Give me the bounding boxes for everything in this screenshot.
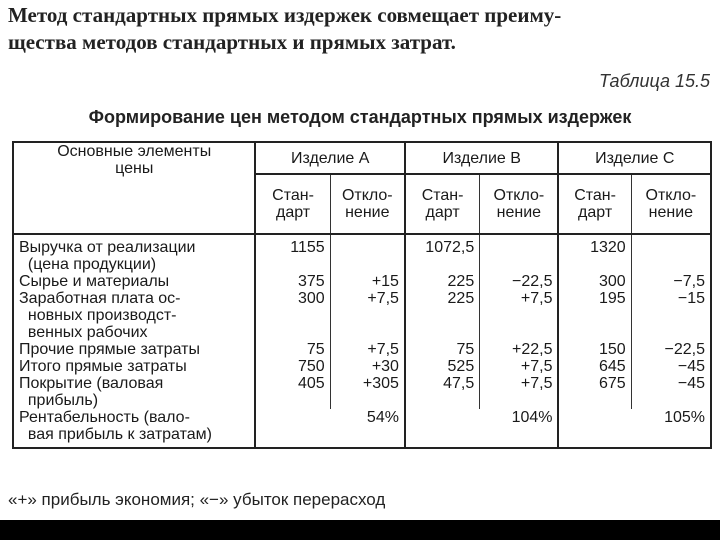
value-cell: 150 (558, 341, 631, 358)
profitability-a: 54% (255, 409, 405, 448)
row-label: Сырье и материалы (13, 273, 255, 290)
value-cell: 375 (255, 273, 330, 290)
value-cell: 1320 (558, 234, 631, 273)
standard-header-a: Стан- дарт (255, 174, 330, 234)
value-cell (480, 234, 559, 273)
row-label: Покрытие (валовая прибыль) (13, 375, 255, 409)
elements-header-line-1: Основные элементы (57, 143, 212, 160)
value-cell: 195 (558, 290, 631, 341)
row-label: Прочие прямые затраты (13, 341, 255, 358)
table-title: Формирование цен методом стандартных прямых издержек (88, 107, 632, 127)
intro-line-2: щества методов стандартных и прямых затрат. (8, 30, 456, 54)
value-cell: 75 (255, 341, 330, 358)
profitability-b: 104% (405, 409, 559, 448)
value-cell: +7,5 (480, 358, 559, 375)
table-row (13, 234, 711, 273)
value-cell: 750 (255, 358, 330, 375)
value-cell: −45 (677, 375, 705, 392)
value-cell: 75 (405, 341, 480, 358)
value-cell: +30 (330, 358, 405, 375)
elements-header-line-2: цены (115, 160, 154, 177)
product-b-header: Изделие B (405, 142, 559, 174)
value-cell: +22,5 (480, 341, 559, 358)
value-cell: −22,5 (664, 341, 705, 358)
bottom-bar (0, 520, 720, 540)
elements-header (13, 142, 255, 234)
standard-header-c: Стан- дарт (558, 174, 631, 234)
profitability-row (13, 409, 711, 448)
value-cell: 47,5 (405, 375, 480, 409)
deviation-header-c: Откло- нение (631, 174, 711, 234)
table-row (13, 358, 711, 375)
value-cell: 525 (405, 358, 480, 375)
value-cell: −45 (677, 358, 705, 375)
row-label: Выручка от реализации (цена продукции) (13, 234, 255, 273)
value-cell (631, 234, 711, 273)
intro-line-1: Метод стандартных прямых издержек совмещает преиму- (8, 3, 562, 27)
value-cell: 300 (558, 273, 631, 290)
table-row (13, 273, 711, 290)
value-cell: +7,5 (330, 341, 405, 358)
table-row (13, 290, 711, 341)
value-cell: +7,5 (330, 290, 405, 341)
value-cell: −15 (677, 290, 705, 307)
value-cell: +15 (330, 273, 405, 290)
row-label: Итого прямые затраты (13, 358, 255, 375)
table-row (13, 375, 711, 409)
standard-header-b: Стан- дарт (405, 174, 480, 234)
value-cell: +7,5 (480, 290, 559, 341)
value-cell: −7,5 (673, 273, 705, 290)
footnote: «+» прибыль экономия; «−» убыток перерасход (8, 490, 386, 509)
value-cell: 225 (405, 273, 480, 290)
row-label: Заработная плата ос- новных производст- венных рабочих (13, 290, 255, 341)
value-cell: 645 (558, 358, 631, 375)
deviation-header-b: Откло- нение (480, 174, 559, 234)
value-cell: +305 (330, 375, 405, 409)
value-cell: −22,5 (480, 273, 559, 290)
value-cell: 225 (405, 290, 480, 341)
intro-text (8, 2, 712, 56)
value-cell: 300 (255, 290, 330, 341)
value-cell: +7,5 (480, 375, 559, 409)
table-number: Таблица 15.5 (598, 71, 710, 91)
value-cell (330, 234, 405, 273)
profitability-c: 105% (664, 409, 705, 426)
product-c-header: Изделие C (595, 149, 675, 167)
pricing-table (12, 141, 712, 449)
deviation-header-a: Откло- нение (330, 174, 405, 234)
product-a-header: Изделие A (255, 142, 405, 174)
value-cell: 1155 (255, 234, 330, 273)
value-cell: 405 (255, 375, 330, 409)
row-label: Рентабельность (вало- вая прибыль к затратам) (13, 409, 255, 448)
table-row (13, 341, 711, 358)
value-cell: 675 (558, 375, 631, 409)
value-cell: 1072,5 (405, 234, 480, 273)
